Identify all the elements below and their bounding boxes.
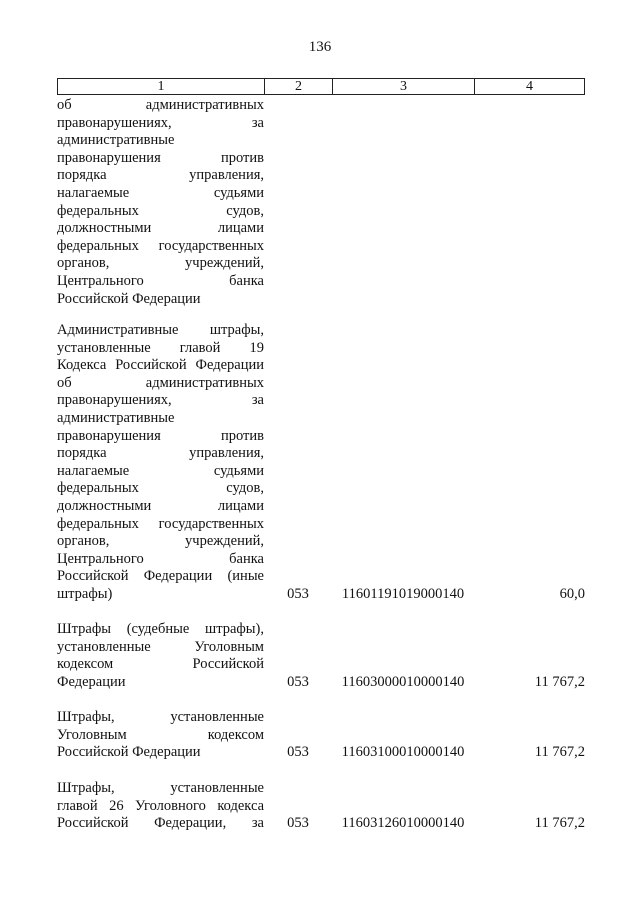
table-row <box>57 322 585 604</box>
amount-cell: 11 767,2 <box>534 815 585 832</box>
row-description <box>57 780 264 833</box>
description-line: Российской Федерации <box>57 290 201 307</box>
description-line: кодексом Российской <box>57 656 264 673</box>
description-line: административные <box>57 409 175 426</box>
description-line: Российской Федерации (иные <box>57 568 264 585</box>
admin-code-cell: 053 <box>287 744 309 761</box>
description-line: правонарушения против <box>57 149 264 166</box>
kbk-code-cell: 11603000010000140 <box>341 673 465 690</box>
table-row <box>57 97 585 308</box>
description-line: Центрального банка <box>57 550 264 567</box>
description-line: порядка управления, <box>57 445 264 462</box>
description-line: штрафы) <box>57 585 113 602</box>
amount-cell: 11 767,2 <box>534 744 585 761</box>
description-line: органов, учреждений, <box>57 533 264 550</box>
page-number: 136 <box>308 39 332 55</box>
description-line: федеральных государственных <box>57 515 264 532</box>
row-description <box>57 621 264 691</box>
kbk-code-cell: 11603126010000140 <box>341 815 465 832</box>
header-col-1: 1 <box>58 79 265 94</box>
header-col-3: 3 <box>333 79 475 94</box>
description-line: об административных <box>57 374 264 391</box>
admin-code-cell: 053 <box>287 815 309 832</box>
header-col-4: 4 <box>526 79 533 94</box>
description-line: органов, учреждений, <box>57 255 264 272</box>
header-col-2: 2 <box>265 79 333 94</box>
kbk-code-cell: 11603100010000140 <box>341 744 465 761</box>
description-line: об административных <box>57 97 264 113</box>
description-line: главой 26 Уголовного кодекса <box>57 797 264 814</box>
description-line: Российской Федерации, за <box>57 815 264 832</box>
description-line: Центрального банка <box>57 272 264 289</box>
table-row <box>57 709 585 762</box>
description-line: правонарушениях, за <box>57 392 264 409</box>
row-description <box>57 97 264 308</box>
kbk-code-cell: 11601191019000140 <box>341 585 465 602</box>
row-description <box>57 322 264 604</box>
amount-cell: 11 767,2 <box>534 673 585 690</box>
description-line: Российской Федерации <box>57 744 201 761</box>
description-line: федеральных государственных <box>57 237 264 254</box>
row-values <box>264 586 585 604</box>
admin-code-cell: 053 <box>287 673 309 690</box>
description-line: должностными лицами <box>57 497 264 514</box>
description-line: федеральных судов, <box>57 202 264 219</box>
row-description <box>57 709 264 762</box>
description-line: установленные Уголовным <box>57 638 264 655</box>
description-line: порядка управления, <box>57 167 264 184</box>
description-line: Кодекса Российской Федерации <box>57 357 264 374</box>
row-values <box>264 674 585 692</box>
description-line: налагаемые судьями <box>57 184 264 201</box>
row-values <box>264 744 585 762</box>
description-line: правонарушения против <box>57 427 264 444</box>
description-line: Уголовным кодексом <box>57 726 264 743</box>
description-line: налагаемые судьями <box>57 462 264 479</box>
description-line: установленные главой 19 <box>57 339 264 356</box>
description-line: Административные штрафы, <box>57 322 264 338</box>
admin-code-cell: 053 <box>287 585 309 602</box>
table-header-row <box>57 78 585 95</box>
table-row <box>57 621 585 691</box>
description-line: Федерации <box>57 673 126 690</box>
description-line: Штрафы (судебные штрафы), <box>57 621 264 637</box>
description-line: федеральных судов, <box>57 480 264 497</box>
amount-cell: 60,0 <box>559 585 585 602</box>
description-line: правонарушениях, за <box>57 114 264 131</box>
row-values <box>264 815 585 833</box>
description-line: административные <box>57 132 175 149</box>
description-line: должностными лицами <box>57 220 264 237</box>
description-line: Штрафы, установленные <box>57 780 264 796</box>
description-line: Штрафы, установленные <box>57 709 264 725</box>
table-row <box>57 780 585 833</box>
